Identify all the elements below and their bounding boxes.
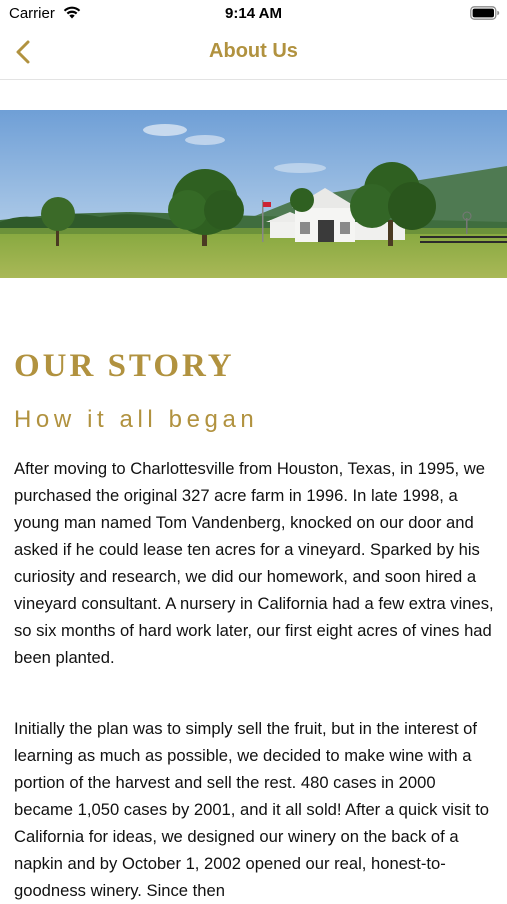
status-bar [0, 0, 507, 28]
clock: 9:14 AM [225, 5, 282, 22]
story-paragraph: After moving to Charlottesville from Houston, Texas, in 1995, we purchased the original 327 acre farm in 1996. In late 1998, a young man named Tom Vandenberg, knocked on our door and asked if he could lease ten acres for a vineyard. Sparked by his curiosity and research, we did our homework, and soon hired a vineyard consultant. A nursery in California had a few extra vines, so six months of hard work later, our first eight acres of vines had been planted. [14, 459, 494, 667]
section-subtitle: How it all began [14, 406, 259, 433]
section-title: OUR STORY [14, 348, 235, 384]
nav-title: About Us [209, 40, 298, 62]
navigation-bar [0, 28, 507, 80]
story-paragraph: Initially the plan was to simply sell the fruit, but in the interest of learning as much as possible, we decided to make wine with a portion of the harvest and sell the rest. 480 cases in 2000 became 1,050 cases by 2001, and it all sold! After a quick visit to California for ideas, we designed our winery on the back of a napkin and by October 1, 2002 opened our real, honest-to-goodness winery. Since then [14, 719, 490, 900]
battery-icon [470, 6, 500, 24]
carrier-label: Carrier [9, 5, 55, 22]
hero-farm-image [0, 110, 507, 278]
